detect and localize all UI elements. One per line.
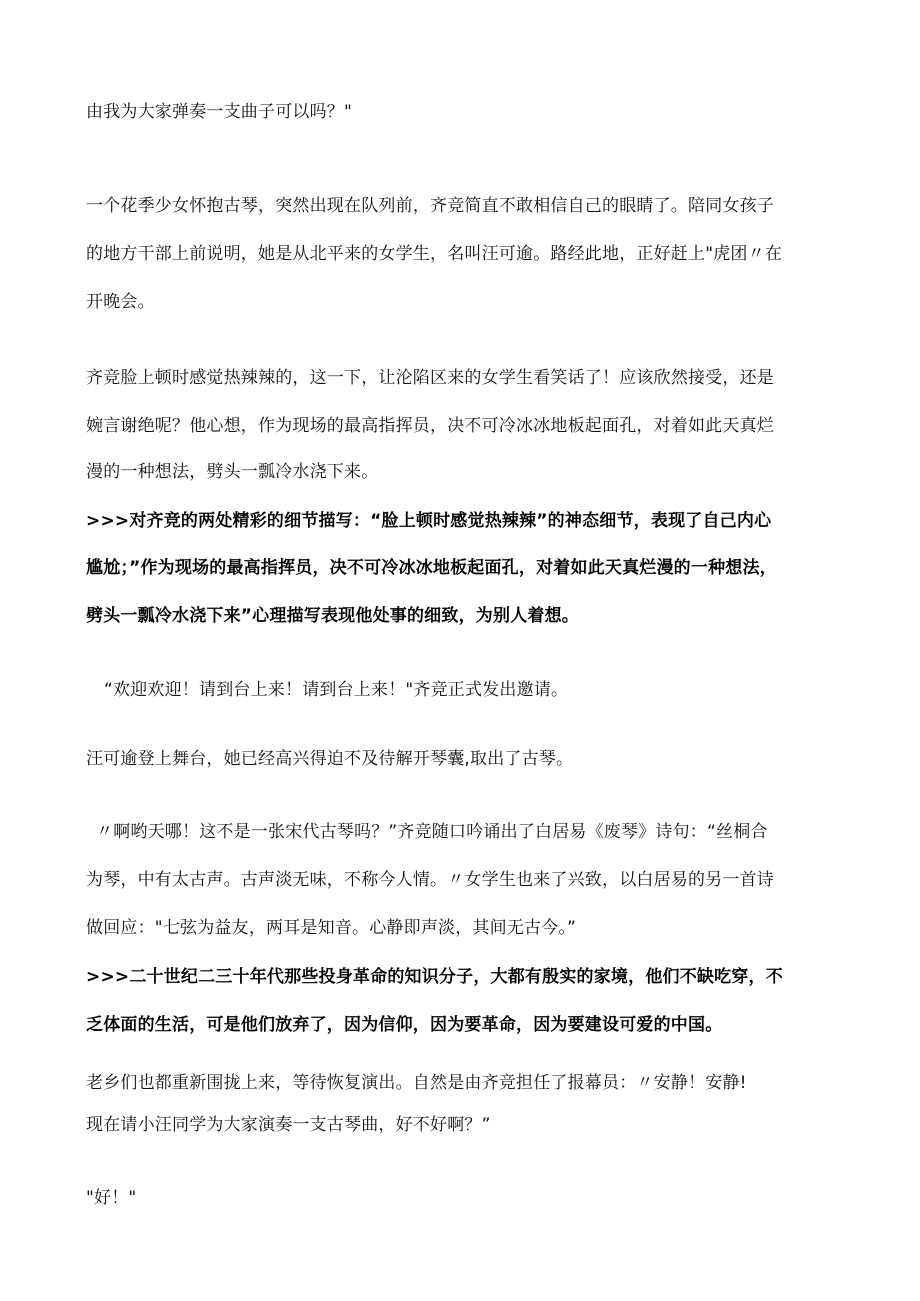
annotation-line: 尴尬；”作为现场的最高指挥员，决不可冷冰冰地板起面孔，对着如此天真烂漫的一种想法， (86, 558, 777, 578)
annotation-line: >>>二十世纪二三十年代那些投身革命的知识分子，大都有殷实的家境，他们不缺吃穿，不 (86, 967, 783, 987)
text-line: 老乡们也都重新围拢上来，等待恢复演出。自然是由齐竞担任了报幕员：〃安静！安静! (86, 1073, 747, 1093)
text-line: 一个花季少女怀抱古琴，突然出现在队列前，齐竞简直不敢相信自己的眼睛了。陪同女孩子 (86, 196, 774, 216)
annotation-line: 乏体面的生活，可是他们放弃了，因为信仰，因为要革命，因为要建设可爱的中国。 (86, 1015, 723, 1035)
text-line: "好！" (86, 1188, 137, 1208)
text-line: 齐竞脸上顿时感觉热辣辣的，这一下，让沦陷区来的女学生看笑话了！应该欣然接受，还是 (86, 368, 774, 388)
text-line: “欢迎欢迎！请到台上来！请到台上来！"齐竞正式发出邀请。 (104, 680, 569, 700)
text-line: 开晚会。 (86, 292, 155, 312)
text-line: 为琴，中有太古声。古声淡无味，不称今人情。〃女学生也来了兴致，以白居易的另一首诗 (86, 870, 774, 890)
text-line: 现在请小汪同学为大家演奏一支古琴曲，好不好啊？” (86, 1115, 491, 1135)
annotation-line: >>>对齐竞的两处精彩的细节描写：“脸上顿时感觉热辣辣”的神态细节，表现了自己内心 (86, 511, 772, 531)
text-line: 〃啊哟天哪！这不是一张宋代古琴吗？”齐竞随口吟诵出了白居易《废琴》诗句：“丝桐合 (96, 822, 768, 842)
text-line: 汪可逾登上舞台，她已经高兴得迫不及待解开琴囊,取出了古琴。 (86, 749, 574, 769)
text-line: 婉言谢绝呢？他心想，作为现场的最高指挥员，决不可冷冰冰地板起面孔，对着如此天真烂 (86, 416, 774, 436)
text-line: 漫的一种想法，劈头一瓢冷水浇下来。 (86, 462, 379, 482)
annotation-line: 劈头一瓢冷水浇下来”心理描写表现他处事的细致，为别人着想。 (86, 606, 579, 626)
text-line: 做回应："七弦为益友，两耳是知音。心静即声淡，其间无古今。” (86, 918, 577, 938)
text-line: 的地方干部上前说明，她是从北平来的女学生，名叫汪可逾。路经此地，正好赶上"虎团〃在 (86, 244, 783, 264)
text-line: 由我为大家弹奏一支曲子可以吗？" (86, 102, 353, 122)
